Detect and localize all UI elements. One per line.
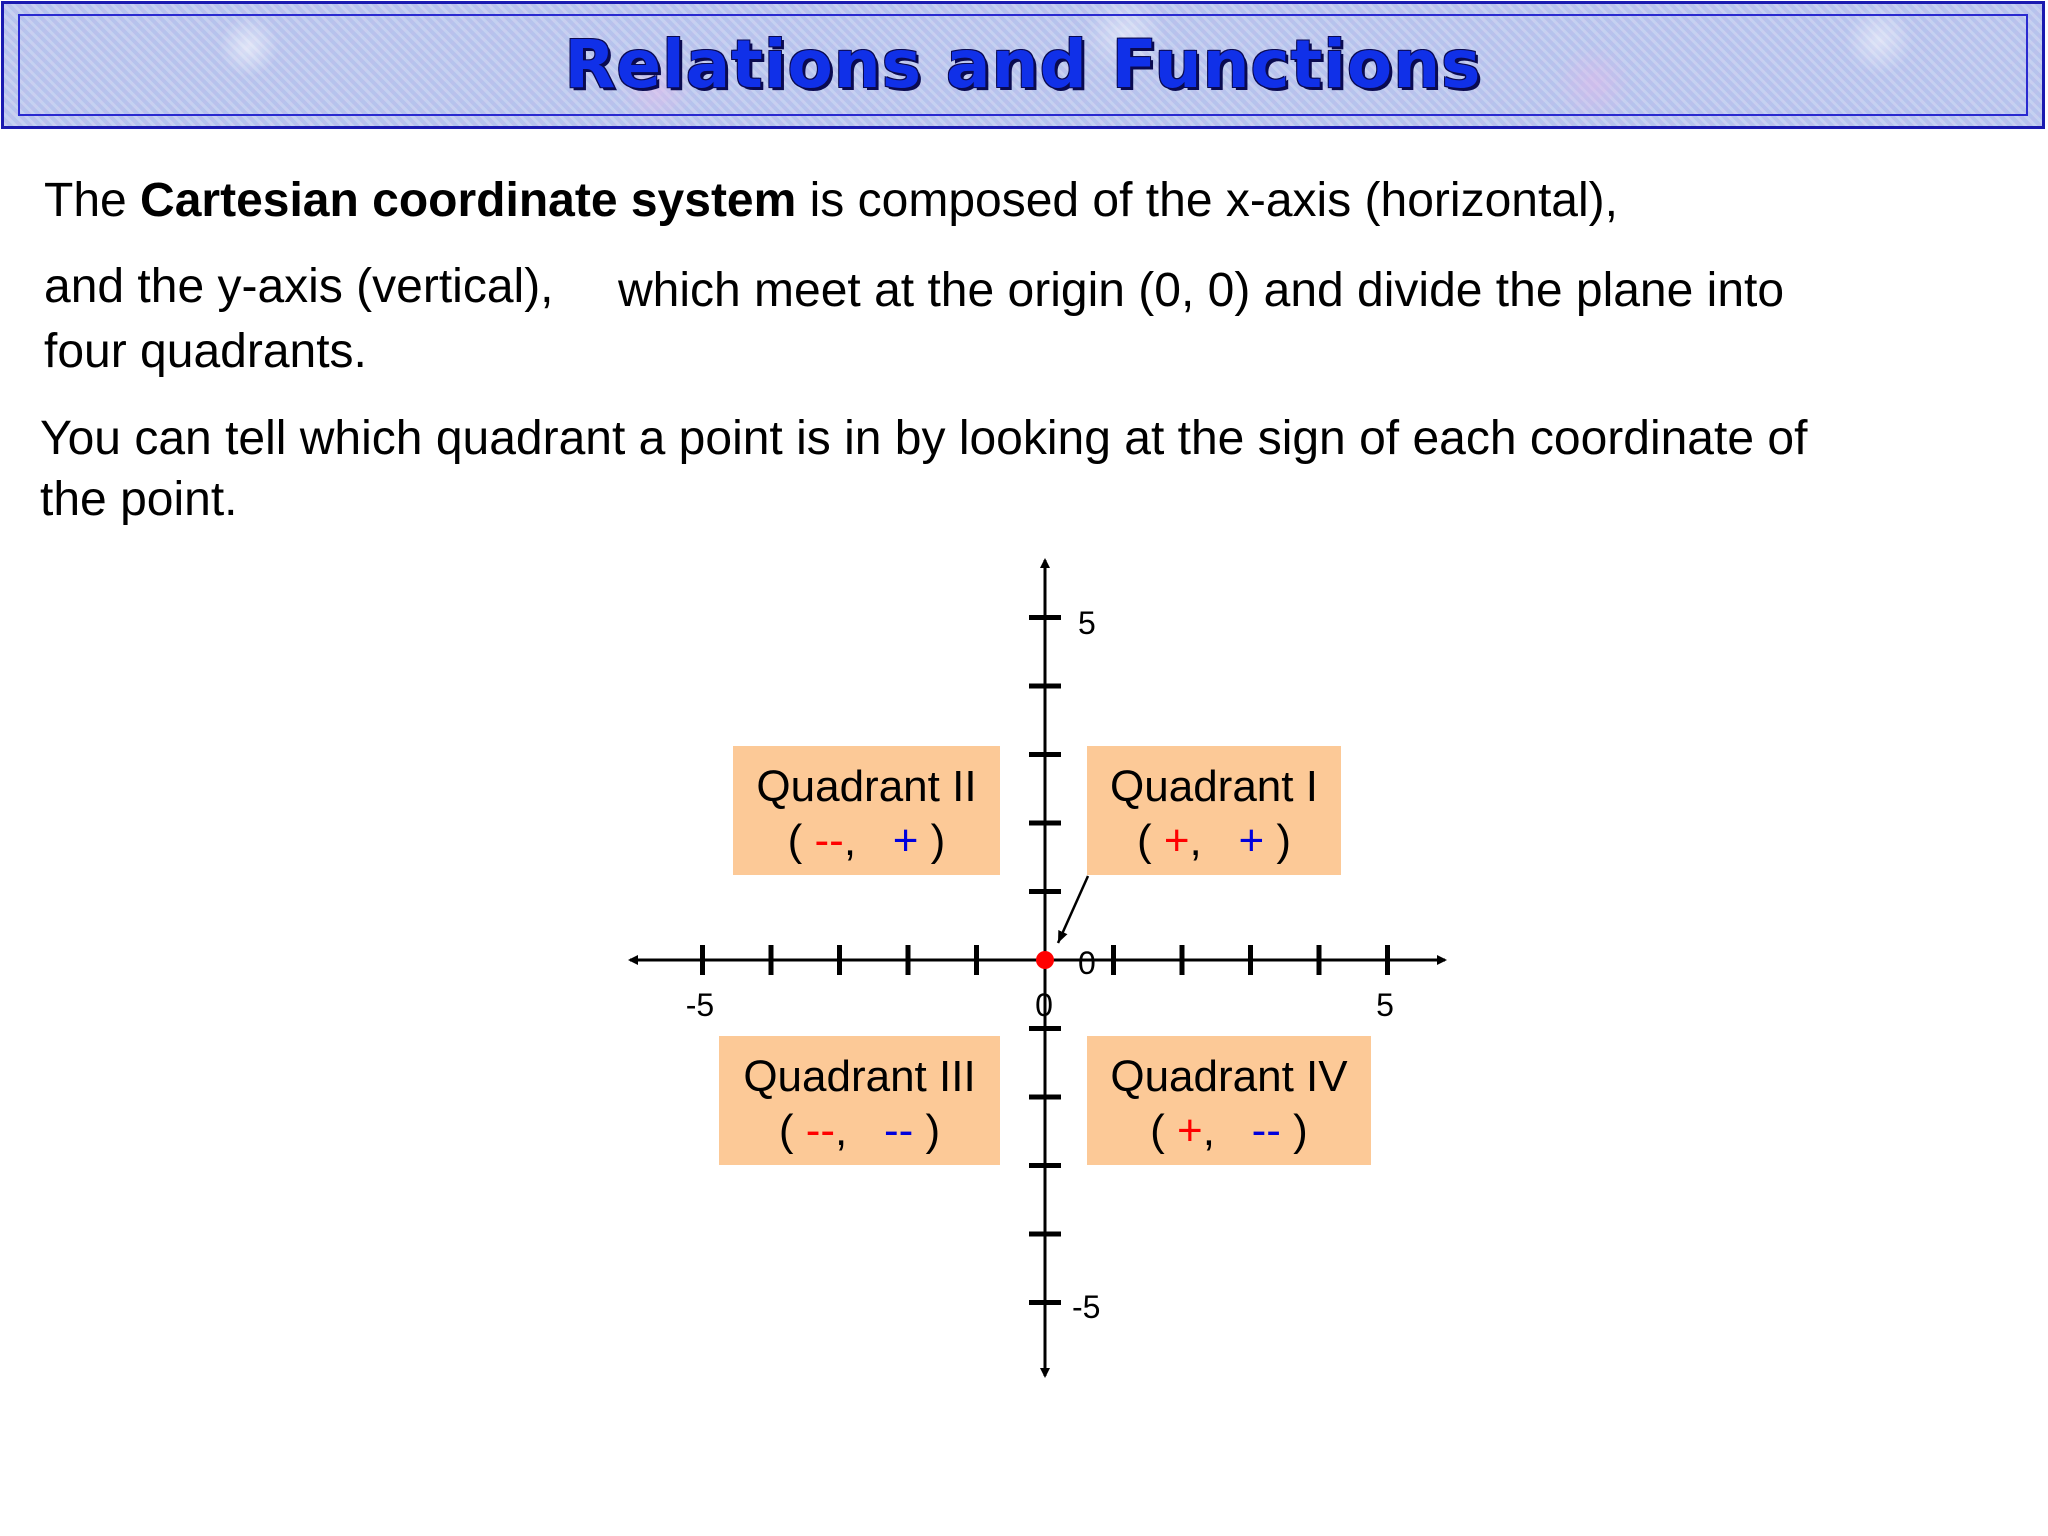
x-tick-label-origin: 0	[1035, 987, 1053, 1023]
quadrant-4-x-sign: +	[1177, 1106, 1203, 1155]
intro-line-1-pre: The	[44, 174, 141, 227]
y-tick-label-max: 5	[1078, 605, 1096, 641]
sign-rule-line-1: You can tell which quadrant a point is in by looking at the sign of each coordinate of	[40, 412, 1808, 465]
quadrant-4-signs: ( +, -- )	[1150, 1106, 1308, 1155]
quadrant-4-y-sign: --	[1251, 1106, 1281, 1155]
quadrant-3-signs: ( --, -- )	[778, 1106, 941, 1155]
quadrant-2-signs: ( --, + )	[787, 816, 946, 865]
intro-line-3: four quadrants.	[44, 325, 367, 378]
x-tick-label-min: -5	[685, 987, 715, 1023]
x-tick-label-max: 5	[1376, 987, 1394, 1023]
quadrant-3-box	[719, 1036, 1000, 1165]
axes	[630, 560, 1445, 1376]
quadrant-3-x-sign: --	[805, 1106, 836, 1155]
intro-line-2b: which meet at the origin (0, 0) and divide the plane into	[618, 264, 1785, 317]
origin-point	[1036, 951, 1054, 969]
quadrant-2-x-sign: --	[814, 816, 844, 865]
quadrant-1-y-sign: +	[1238, 816, 1265, 865]
quadrant-4-label: Quadrant IV	[1110, 1052, 1348, 1101]
quadrant-4-box	[1087, 1036, 1371, 1165]
y-tick-label-min: -5	[1072, 1289, 1101, 1325]
quadrant-2-label: Quadrant II	[756, 762, 977, 811]
intro-line-2a: and the y-axis (vertical),	[44, 260, 554, 313]
quadrant-3-label: Quadrant III	[743, 1052, 976, 1101]
intro-line-1-post: is composed of the x-axis (horizontal),	[796, 174, 1618, 227]
quadrant-3-y-sign: --	[883, 1106, 914, 1155]
quadrant-2-y-sign: +	[892, 816, 919, 865]
y-tick-label-origin: 0	[1078, 945, 1096, 981]
quadrant-1-signs: ( +, + )	[1136, 816, 1292, 865]
quadrant-1-box	[1087, 746, 1341, 875]
quadrant-1-x-sign: +	[1163, 816, 1190, 865]
origin-pointer-arrow	[1058, 876, 1088, 943]
quadrant-2-box	[733, 746, 1000, 875]
sign-rule-line-2: the point.	[40, 473, 238, 526]
quadrant-1-label: Quadrant I	[1110, 762, 1318, 811]
cartesian-term: Cartesian coordinate system	[140, 174, 797, 227]
slide-title: Relations and Functions	[564, 26, 1482, 103]
